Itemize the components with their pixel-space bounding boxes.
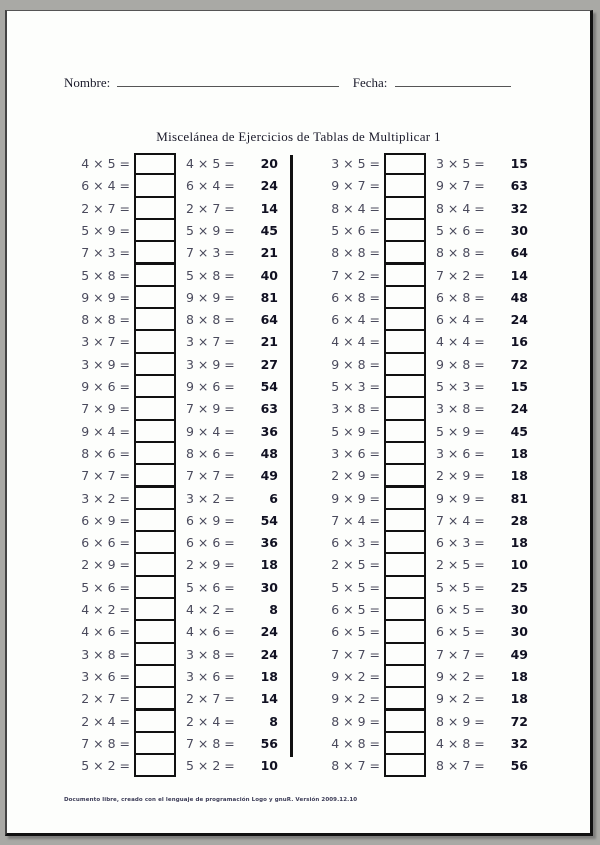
exercise-row (318, 376, 558, 398)
exercise-question: 6 × 3 = (331, 535, 380, 551)
exercise-question: 4 × 4 = (331, 334, 380, 350)
answer-box[interactable] (134, 374, 176, 398)
exercise-question: 8 × 4 = (331, 200, 380, 216)
exercise-row (68, 644, 308, 666)
exercise-row (318, 599, 558, 621)
solution-question: 9 × 7 = (436, 178, 485, 194)
solution-answer: 14 (260, 691, 278, 707)
solution-question: 7 × 9 = (186, 401, 235, 417)
solution-answer: 56 (260, 735, 278, 751)
answer-box[interactable] (384, 486, 426, 510)
solution-question: 9 × 9 = (186, 289, 235, 305)
exercise-row (318, 488, 558, 510)
answer-box[interactable] (134, 196, 176, 220)
exercise-row (318, 309, 558, 331)
exercise-question: 4 × 6 = (81, 624, 130, 640)
name-field[interactable] (117, 76, 339, 87)
answer-box[interactable] (134, 597, 176, 621)
exercise-question: 5 × 3 = (331, 379, 380, 394)
solution-answer: 48 (260, 445, 278, 461)
exercise-row (68, 621, 308, 643)
answer-box[interactable] (384, 530, 426, 554)
exercise-question: 9 × 9 = (81, 289, 130, 305)
exercise-question: 9 × 6 = (81, 379, 130, 394)
exercise-question: 2 × 9 = (331, 468, 380, 484)
exercise-question: 5 × 6 = (331, 222, 380, 238)
answer-box[interactable] (134, 285, 176, 309)
solution-question: 6 × 5 = (436, 602, 485, 617)
date-label: Fecha: (352, 75, 388, 90)
solution-question: 4 × 4 = (436, 334, 485, 350)
exercise-question: 2 × 7 = (81, 691, 130, 707)
solution-question: 3 × 8 = (436, 401, 485, 417)
worksheet-title: Miscelánea de Ejercicios de Tablas de Multiplicar 1 (156, 129, 441, 144)
solution-answer: 18 (510, 535, 528, 551)
exercise-question: 8 × 6 = (81, 445, 130, 461)
solution-question: 5 × 3 = (436, 379, 485, 394)
answer-box[interactable] (134, 441, 176, 465)
exercise-row (68, 331, 308, 353)
answer-box[interactable] (384, 329, 426, 353)
solution-answer: 8 (269, 713, 278, 729)
solution-answer: 21 (260, 245, 278, 261)
solution-question: 3 × 6 = (436, 445, 485, 461)
answer-box[interactable] (384, 709, 426, 733)
answer-box[interactable] (134, 396, 176, 420)
answer-box[interactable] (384, 619, 426, 643)
solution-question: 6 × 4 = (436, 312, 485, 328)
exercise-row (318, 242, 558, 264)
solution-question: 5 × 6 = (186, 579, 235, 595)
exercise-row (68, 733, 308, 755)
exercise-row (68, 488, 308, 510)
solution-answer: 24 (260, 624, 278, 640)
solution-answer: 21 (260, 334, 278, 350)
exercise-question: 6 × 6 = (81, 535, 130, 551)
exercise-question: 3 × 5 = (331, 156, 380, 171)
solution-question: 5 × 5 = (436, 579, 485, 595)
exercise-row (68, 354, 308, 376)
solution-answer: 81 (260, 289, 278, 305)
solution-question: 9 × 2 = (436, 691, 485, 707)
solution-answer: 45 (260, 222, 278, 238)
exercise-question: 9 × 2 = (331, 691, 380, 707)
exercise-row (68, 554, 308, 576)
answer-box[interactable] (134, 486, 176, 510)
solution-answer: 6 (269, 490, 278, 506)
exercise-question: 5 × 8 = (81, 267, 130, 283)
exercise-row (318, 577, 558, 599)
solution-answer: 40 (260, 267, 278, 283)
exercise-question: 5 × 9 = (331, 423, 380, 439)
exercise-question: 5 × 6 = (81, 579, 130, 595)
answer-box[interactable] (134, 329, 176, 353)
solution-question: 2 × 4 = (186, 713, 235, 729)
exercise-question: 3 × 9 = (81, 356, 130, 372)
solution-question: 9 × 9 = (436, 490, 485, 506)
exercise-question: 2 × 4 = (81, 713, 130, 729)
solution-question: 9 × 2 = (436, 668, 485, 684)
answer-box[interactable] (134, 307, 176, 331)
exercise-row (318, 465, 558, 487)
solution-answer: 81 (510, 490, 528, 506)
answer-box[interactable] (384, 664, 426, 688)
exercise-question: 4 × 2 = (81, 602, 130, 617)
solution-question: 7 × 4 = (436, 512, 485, 528)
answer-box[interactable] (384, 731, 426, 755)
exercise-row (318, 666, 558, 688)
answer-box[interactable] (134, 575, 176, 599)
answer-box[interactable] (384, 642, 426, 666)
exercise-row (318, 443, 558, 465)
answer-box[interactable] (134, 709, 176, 733)
exercise-question: 8 × 8 = (81, 312, 130, 328)
solution-answer: 24 (510, 401, 528, 417)
footer-note: Documento libre, creado con el lenguaje de programación Logo y gnuR. Versión 2009.12.10 (64, 797, 358, 803)
solution-answer: 25 (510, 579, 528, 595)
exercise-question: 7 × 9 = (81, 401, 130, 417)
solution-question: 3 × 2 = (186, 490, 235, 506)
solution-question: 7 × 7 = (436, 646, 485, 662)
solution-answer: 18 (260, 668, 278, 684)
exercise-question: 5 × 9 = (81, 222, 130, 238)
exercise-question: 7 × 7 = (81, 468, 130, 484)
answer-box[interactable] (384, 686, 426, 710)
answer-box[interactable] (134, 173, 176, 197)
exercise-question: 3 × 7 = (81, 334, 130, 350)
exercise-row (318, 354, 558, 376)
exercise-row (318, 198, 558, 220)
solution-answer: 64 (260, 312, 278, 328)
exercise-question: 7 × 3 = (81, 245, 130, 261)
solution-question: 9 × 4 = (186, 423, 235, 439)
exercise-question: 9 × 8 = (331, 356, 380, 372)
exercise-row (68, 688, 308, 710)
exercise-question: 8 × 7 = (331, 758, 380, 774)
exercise-question: 6 × 5 = (331, 602, 380, 617)
solution-question: 8 × 4 = (436, 200, 485, 216)
exercise-row (318, 688, 558, 710)
solution-question: 2 × 9 = (186, 557, 235, 573)
solution-question: 7 × 7 = (186, 468, 235, 484)
answer-box[interactable] (384, 396, 426, 420)
solution-question: 8 × 8 = (436, 245, 485, 261)
solution-answer: 30 (510, 624, 528, 640)
solution-question: 6 × 3 = (436, 535, 485, 551)
answer-box[interactable] (384, 552, 426, 576)
exercise-row (68, 309, 308, 331)
exercise-row (318, 287, 558, 309)
exercise-row (318, 733, 558, 755)
exercise-question: 3 × 6 = (331, 445, 380, 461)
solution-answer: 24 (510, 312, 528, 328)
exercise-question: 3 × 6 = (81, 668, 130, 684)
exercise-row (68, 666, 308, 688)
answer-box[interactable] (134, 419, 176, 443)
answer-box[interactable] (384, 263, 426, 287)
solution-answer: 49 (260, 468, 278, 484)
solution-question: 4 × 5 = (186, 156, 235, 171)
solution-question: 5 × 8 = (186, 267, 235, 283)
exercise-question: 3 × 8 = (81, 646, 130, 662)
exercise-row (68, 376, 308, 398)
answer-box[interactable] (134, 530, 176, 554)
exercise-row (318, 220, 558, 242)
answer-box[interactable] (134, 263, 176, 287)
solution-question: 3 × 5 = (436, 156, 485, 171)
answer-box[interactable] (384, 508, 426, 532)
solution-answer: 54 (260, 512, 278, 528)
exercise-question: 6 × 4 = (331, 312, 380, 328)
solution-answer: 36 (260, 535, 278, 551)
exercise-question: 4 × 8 = (331, 735, 380, 751)
solution-answer: 30 (510, 602, 528, 617)
exercise-row (68, 198, 308, 220)
exercise-question: 6 × 9 = (81, 512, 130, 528)
solution-answer: 10 (260, 758, 278, 774)
solution-question: 5 × 2 = (186, 758, 235, 774)
exercise-row (68, 711, 308, 733)
exercise-question: 3 × 2 = (81, 490, 130, 506)
exercise-question: 7 × 2 = (331, 267, 380, 283)
exercise-question: 2 × 9 = (81, 557, 130, 573)
exercise-row (68, 577, 308, 599)
solution-question: 3 × 7 = (186, 334, 235, 350)
answer-box[interactable] (384, 575, 426, 599)
answer-box[interactable] (134, 218, 176, 242)
solution-question: 3 × 6 = (186, 668, 235, 684)
answer-box[interactable] (134, 240, 176, 264)
solution-question: 7 × 8 = (186, 735, 235, 751)
exercise-row (318, 331, 558, 353)
solution-question: 5 × 9 = (186, 222, 235, 238)
solution-question: 5 × 9 = (436, 423, 485, 439)
solution-question: 7 × 2 = (436, 267, 485, 283)
solution-answer: 18 (510, 468, 528, 484)
exercise-row (68, 421, 308, 443)
answer-box[interactable] (384, 240, 426, 264)
solution-question: 4 × 2 = (186, 602, 235, 617)
exercise-row (318, 554, 558, 576)
exercise-row (68, 153, 308, 175)
answer-box[interactable] (384, 441, 426, 465)
exercise-row (68, 599, 308, 621)
exercise-row (318, 711, 558, 733)
solution-answer: 54 (260, 379, 278, 394)
solution-question: 3 × 9 = (186, 356, 235, 372)
answer-box[interactable] (384, 753, 426, 777)
exercise-question: 2 × 7 = (81, 200, 130, 216)
exercise-question: 9 × 9 = (331, 490, 380, 506)
solution-question: 2 × 7 = (186, 691, 235, 707)
solution-answer: 14 (510, 267, 528, 283)
answer-box[interactable] (134, 753, 176, 777)
exercise-question: 9 × 4 = (81, 423, 130, 439)
solution-answer: 24 (260, 178, 278, 194)
exercise-row (68, 755, 308, 777)
exercise-row (318, 644, 558, 666)
solution-question: 6 × 6 = (186, 535, 235, 551)
exercise-row (318, 153, 558, 175)
solution-question: 9 × 8 = (436, 356, 485, 372)
solution-question: 6 × 4 = (186, 178, 235, 194)
exercise-question: 6 × 8 = (331, 289, 380, 305)
exercise-question: 9 × 2 = (331, 668, 380, 684)
answer-box[interactable] (134, 731, 176, 755)
solution-answer: 63 (510, 178, 528, 194)
solution-answer: 16 (510, 334, 528, 350)
solution-answer: 72 (510, 356, 528, 372)
solution-answer: 48 (510, 289, 528, 305)
answer-box[interactable] (384, 218, 426, 242)
solution-question: 2 × 7 = (186, 200, 235, 216)
exercise-row (318, 755, 558, 777)
solution-answer: 45 (510, 423, 528, 439)
answer-box[interactable] (384, 374, 426, 398)
name-label: Nombre: (64, 75, 111, 90)
exercise-row (318, 532, 558, 554)
solution-question: 7 × 3 = (186, 245, 235, 261)
solution-answer: 15 (510, 156, 528, 171)
answer-box[interactable] (384, 307, 426, 331)
solution-question: 8 × 9 = (436, 713, 485, 729)
solution-question: 4 × 6 = (186, 624, 235, 640)
answer-box[interactable] (134, 642, 176, 666)
solution-answer: 32 (510, 200, 528, 216)
solution-answer: 27 (260, 356, 278, 372)
worksheet-page (5, 10, 593, 836)
exercise-row (68, 510, 308, 532)
exercise-question: 6 × 4 = (81, 178, 130, 194)
answer-box[interactable] (384, 419, 426, 443)
solution-question: 8 × 8 = (186, 312, 235, 328)
solution-answer: 18 (260, 557, 278, 573)
answer-box[interactable] (134, 619, 176, 643)
exercise-row (68, 532, 308, 554)
solution-question: 6 × 9 = (186, 512, 235, 528)
exercise-question: 8 × 9 = (331, 713, 380, 729)
solution-answer: 18 (510, 691, 528, 707)
solution-answer: 28 (510, 512, 528, 528)
answer-box[interactable] (384, 597, 426, 621)
exercise-row (68, 443, 308, 465)
answer-box[interactable] (384, 285, 426, 309)
solution-question: 8 × 7 = (436, 758, 485, 774)
exercise-question: 6 × 5 = (331, 624, 380, 640)
exercise-question: 7 × 7 = (331, 646, 380, 662)
solution-answer: 15 (510, 379, 528, 394)
solution-answer: 8 (269, 602, 278, 617)
exercise-row (68, 265, 308, 287)
exercise-row (318, 510, 558, 532)
solution-answer: 64 (510, 245, 528, 261)
exercise-question: 7 × 8 = (81, 735, 130, 751)
solution-answer: 63 (260, 401, 278, 417)
solution-answer: 18 (510, 668, 528, 684)
answer-box[interactable] (134, 508, 176, 532)
exercise-question: 2 × 5 = (331, 557, 380, 573)
column-divider (290, 155, 293, 757)
exercise-row (318, 398, 558, 420)
exercise-row (68, 465, 308, 487)
solution-answer: 36 (260, 423, 278, 439)
answer-box[interactable] (134, 463, 176, 487)
solution-answer: 18 (510, 445, 528, 461)
solution-question: 2 × 9 = (436, 468, 485, 484)
solution-answer: 20 (260, 156, 278, 171)
answer-box[interactable] (384, 173, 426, 197)
solution-question: 2 × 5 = (436, 557, 485, 573)
solution-answer: 24 (260, 646, 278, 662)
exercise-question: 5 × 5 = (331, 579, 380, 595)
exercise-question: 3 × 8 = (331, 401, 380, 417)
solution-answer: 72 (510, 713, 528, 729)
exercise-question: 5 × 2 = (81, 758, 130, 774)
exercise-row (68, 398, 308, 420)
answer-box[interactable] (134, 352, 176, 376)
answer-box[interactable] (384, 352, 426, 376)
solution-answer: 32 (510, 735, 528, 751)
exercise-question: 9 × 7 = (331, 178, 380, 194)
solution-answer: 14 (260, 200, 278, 216)
exercise-question: 8 × 8 = (331, 245, 380, 261)
solution-question: 8 × 6 = (186, 445, 235, 461)
solution-question: 4 × 8 = (436, 735, 485, 751)
solution-question: 3 × 8 = (186, 646, 235, 662)
solution-question: 6 × 8 = (436, 289, 485, 305)
exercise-row (68, 220, 308, 242)
solution-answer: 49 (510, 646, 528, 662)
solution-answer: 30 (510, 222, 528, 238)
exercise-question: 7 × 4 = (331, 512, 380, 528)
exercise-row (318, 421, 558, 443)
exercise-row (68, 175, 308, 197)
answer-box[interactable] (134, 664, 176, 688)
exercise-row (318, 265, 558, 287)
solution-question: 5 × 6 = (436, 222, 485, 238)
solution-question: 6 × 5 = (436, 624, 485, 640)
solution-answer: 56 (510, 758, 528, 774)
exercise-question: 4 × 5 = (81, 156, 130, 171)
answer-box[interactable] (134, 552, 176, 576)
solution-question: 9 × 6 = (186, 379, 235, 394)
answer-box[interactable] (384, 463, 426, 487)
exercise-row (68, 242, 308, 264)
answer-box[interactable] (384, 196, 426, 220)
exercise-row (318, 621, 558, 643)
exercise-row (68, 287, 308, 309)
answer-box[interactable] (134, 686, 176, 710)
solution-answer: 10 (510, 557, 528, 573)
exercise-row (318, 175, 558, 197)
date-field[interactable] (395, 76, 511, 87)
solution-answer: 30 (260, 579, 278, 595)
header-line (64, 75, 511, 91)
